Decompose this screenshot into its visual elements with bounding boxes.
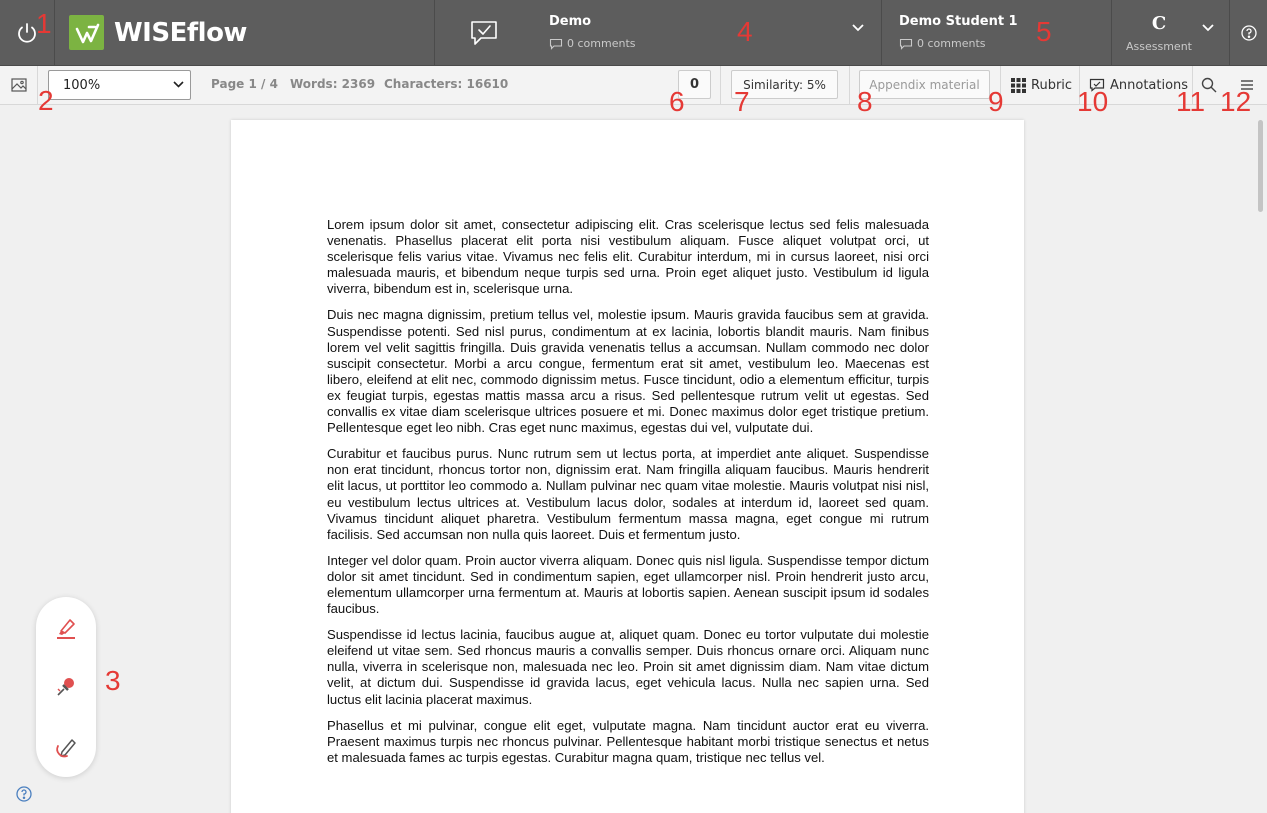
- draw-tool-button[interactable]: [51, 732, 81, 762]
- flow-comments: [549, 37, 636, 50]
- scrollbar[interactable]: [1254, 105, 1267, 813]
- pin-tool-button[interactable]: [51, 672, 81, 702]
- assessment-selector[interactable]: [1112, 0, 1230, 65]
- divider: [849, 66, 850, 104]
- annotation-tools-panel: [36, 597, 96, 777]
- callout-9: 9: [988, 86, 1004, 117]
- callout-3: 3: [105, 665, 121, 696]
- grid-icon: [1011, 78, 1026, 93]
- scrollbar-thumb[interactable]: [1258, 120, 1263, 212]
- comment-icon: [899, 38, 913, 50]
- word-count: Words: 2369: [290, 77, 376, 91]
- rubric-button[interactable]: [1011, 66, 1072, 104]
- pen-draw-icon: [53, 734, 79, 760]
- student-comments: [899, 37, 986, 50]
- chat-comments-button[interactable]: [436, 0, 531, 65]
- image-icon: [11, 78, 27, 92]
- help-icon: [16, 786, 32, 802]
- top-bar: [0, 0, 1267, 66]
- callout-10: 10: [1077, 86, 1109, 117]
- annotations-label: Annotations: [1110, 77, 1189, 93]
- paragraph: Lorem ipsum dolor sit amet, consectetur adipiscing elit. Cras scelerisque lectus sed felis malesuada venenatis. Phasellus placerat elit porta nisi vestibulum aliquam. Fusce aliquet volutpat orci, ut scelerisque felis varius vitae. Vivamus nec felis elit. Curabitur interdum, mi in cursus laoreet, nisi orci malesuada mauris, et bibendum neque turpis sed urna. Proin eget aliquet justo. Vestibulum id ligula viverra, bibendum est in, scelerisque urna.: [327, 217, 929, 297]
- help-button-top[interactable]: [1230, 0, 1267, 65]
- divider: [720, 66, 721, 104]
- document-body: [327, 217, 929, 776]
- logo-text: WISEflow: [114, 17, 247, 48]
- callout-6: 6: [669, 86, 685, 117]
- callout-7: 7: [734, 86, 750, 117]
- student-selector[interactable]: [882, 0, 1112, 65]
- paragraph: Phasellus et mi pulvinar, congue elit eget, vulputate magna. Nam tincidunt auctor erat eu viverra. Praesent maximus turpis nec rhoncus pulvinar. Pellentesque habitant morbi tristique senectus et netus et malesuada fames ac turpis egestas. Curabitur magna quam, tristique nec tellus vel.: [327, 717, 929, 765]
- student-name: Demo Student 1: [899, 14, 1018, 29]
- zoom-value: 100%: [63, 77, 101, 93]
- assessment-grade: C: [1151, 13, 1167, 34]
- toggle-image-button[interactable]: [0, 66, 38, 104]
- paragraph: Duis nec magna dignissim, pretium tellus vel, molestie ipsum. Mauris gravida faucibus sem at gravida. Suspendisse potenti. Sed nisl purus, condimentum at ex lacinia, lobortis blandit mauris. Nam finibus lorem vel velit sagittis fringilla. Duis gravida venenatis tellus a accumsan. Nullam commodo nec dolor suscipit consectetur. Morbi a arcu congue, fermentum erat sit amet, vestibulum leo. Maecenas est libero, eleifend at elit nec, commodo dignissim metus. Fusce tincidunt, odio a elementum efficitur, turpis ex feugiat turpis, egestas mattis massa arcu a risus. Sed pellentesque rutrum velit ut egestas. Sed convallis ex vitae diam scelerisque ultrices posuere et mi. Donec maximus dolor eget tristique pretium. Pellentesque eget leo nibh. Cras eget nunc maximus, egestas dui vel, vulputate dui.: [327, 307, 929, 436]
- paragraph: Integer vel dolor quam. Proin auctor viverra aliquam. Donec quis nisl ligula. Suspendisse tempor dictum dolor sit amet tincidunt. Sed in condimentum sapien, eget ullamcorper nisl. Proin hendrerit justo arcu, elementum ullamcorper urna fermentum at. Mauris at lobortis sapien. Aenean suscipit ipsum id sodales faucibus.: [327, 552, 929, 617]
- page-info: Page 1 / 4: [211, 77, 278, 91]
- callout-12: 12: [1220, 86, 1252, 117]
- wiseflow-logo: [55, 0, 435, 65]
- zoom-select[interactable]: [48, 70, 191, 100]
- appendix-material-button[interactable]: Appendix material: [859, 70, 990, 99]
- pushpin-icon: [53, 674, 79, 700]
- character-count: Characters: 16610: [384, 77, 509, 91]
- paragraph: Suspendisse id lectus lacinia, faucibus augue at, aliquet quam. Donec eu tortor vulputate dui molestie eleifend ut vitae sem. Sed rhoncus mauris a convallis semper. Duis rhoncus ornare orci. Aliquam nunc nulla, viverra in scelerisque non, malesuada nec leo. Proin sit amet dignissim diam. Nam vitae dictum velit, at dictum dui. Suspendisse id gravida lacus, eget vehicula lacus. Nulla nec sapien urna. Sed luctus elit lacinia placerat maximus.: [327, 627, 929, 707]
- callout-1: 1: [36, 8, 52, 39]
- callout-2: 2: [38, 85, 54, 116]
- chevron-down-icon: [173, 81, 184, 88]
- flow-comments-text: 0 comments: [567, 37, 636, 50]
- student-comments-text: 0 comments: [917, 37, 986, 50]
- help-icon: [1241, 25, 1257, 41]
- chevron-down-icon: [1202, 24, 1214, 32]
- assessment-label: Assessment: [1126, 40, 1192, 53]
- rubric-label: Rubric: [1031, 77, 1073, 93]
- document-page: [231, 120, 1024, 813]
- callout-5: 5: [1036, 16, 1052, 47]
- similarity-button[interactable]: Similarity: 5%: [731, 70, 838, 99]
- callout-4: 4: [737, 16, 753, 47]
- highlighter-icon: [53, 614, 79, 640]
- wiseflow-logo-icon: [69, 15, 104, 50]
- help-button-bottom[interactable]: [16, 786, 32, 806]
- flow-selector[interactable]: [532, 0, 882, 65]
- paragraph: Curabitur et faucibus purus. Nunc rutrum sem ut lectus porta, at imperdiet ante aliquet. Suspendisse non erat tincidunt, rhoncus tortor non, dignissim erat. Nam fringilla aliquam faucibus. Mauris hendrerit elit lacus, ut porttitor leo commodo a. Nullam pulvinar nec quam vitae molestie. Mauris volutpat nisi nisl, eu vestibulum lectus ultrices at. Vestibulum lacus dolor, sodales at interdum id, laoreet sed quam. Vivamus tincidunt aliquet pharetra. Vestibulum fermentum massa magna, eget congue mi rutrum facilisis. Sed accumsan non nulla quis laoreet. Duis et fermentum justo.: [327, 446, 929, 542]
- chevron-down-icon: [852, 24, 864, 32]
- comment-icon: [549, 38, 563, 50]
- highlight-tool-button[interactable]: [51, 612, 81, 642]
- chat-check-icon: [469, 19, 499, 47]
- callout-11: 11: [1176, 86, 1206, 117]
- flow-title: Demo: [549, 14, 592, 29]
- count-badge-button[interactable]: 0: [678, 70, 711, 99]
- callout-8: 8: [857, 86, 873, 117]
